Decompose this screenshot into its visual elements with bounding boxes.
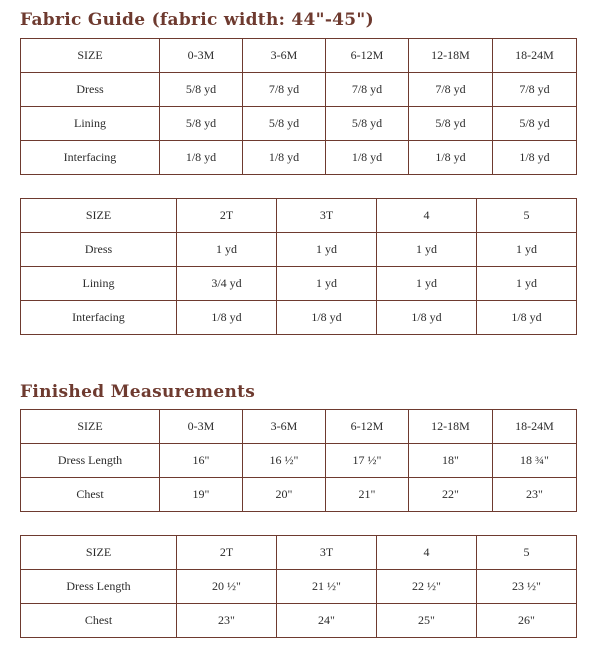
table-cell: 1 yd <box>377 267 477 301</box>
table-row <box>21 444 577 478</box>
table-cell: 22 ½" <box>377 570 477 604</box>
table-cell: 1/8 yd <box>477 301 577 335</box>
table-cell: 21 ½" <box>277 570 377 604</box>
header-cell: 6-12M <box>326 39 409 73</box>
table-cell: 17 ½" <box>326 444 409 478</box>
table-row <box>21 141 577 175</box>
table-row <box>21 570 577 604</box>
table-cell: 1 yd <box>477 233 577 267</box>
table-row <box>21 233 577 267</box>
table-header-row <box>21 536 577 570</box>
header-cell: 2T <box>177 536 277 570</box>
table-row <box>21 267 577 301</box>
table-cell: 22" <box>409 478 493 512</box>
table-cell: 7/8 yd <box>409 73 493 107</box>
table-cell: 16" <box>160 444 243 478</box>
table-cell: 1/8 yd <box>160 141 243 175</box>
table-cell: 1/8 yd <box>277 301 377 335</box>
row-label: Chest <box>21 478 160 512</box>
table-cell: 1 yd <box>277 233 377 267</box>
header-cell: 4 <box>377 199 477 233</box>
header-cell: SIZE <box>21 199 177 233</box>
row-label: Interfacing <box>21 141 160 175</box>
header-cell: 12-18M <box>409 410 493 444</box>
table-cell: 7/8 yd <box>243 73 326 107</box>
table-row <box>21 107 577 141</box>
table-cell: 1 yd <box>377 233 477 267</box>
header-cell: 18-24M <box>493 410 577 444</box>
row-label: Interfacing <box>21 301 177 335</box>
header-cell: 4 <box>377 536 477 570</box>
table-cell: 25" <box>377 604 477 638</box>
table-cell: 18 ¾" <box>493 444 577 478</box>
table-row <box>21 478 577 512</box>
header-cell: 0-3M <box>160 410 243 444</box>
table-cell: 1/8 yd <box>377 301 477 335</box>
row-label: Chest <box>21 604 177 638</box>
header-cell: SIZE <box>21 536 177 570</box>
fabric-guide-title: Fabric Guide (fabric width: 44"-45") <box>20 10 374 30</box>
table-cell: 16 ½" <box>243 444 326 478</box>
header-cell: 3T <box>277 199 377 233</box>
table-cell: 26" <box>477 604 577 638</box>
table-cell: 1 yd <box>277 267 377 301</box>
header-cell: 2T <box>177 199 277 233</box>
header-cell: 3-6M <box>243 39 326 73</box>
table-header-row <box>21 410 577 444</box>
table-cell: 23" <box>177 604 277 638</box>
table-cell: 24" <box>277 604 377 638</box>
table-row <box>21 73 577 107</box>
table-cell: 21" <box>326 478 409 512</box>
finished-measurements-title: Finished Measurements <box>20 382 256 402</box>
header-cell: 3T <box>277 536 377 570</box>
table-cell: 1 yd <box>477 267 577 301</box>
table-cell: 7/8 yd <box>493 73 577 107</box>
row-label: Lining <box>21 267 177 301</box>
measurements-table-toddler <box>20 535 577 638</box>
header-cell: 3-6M <box>243 410 326 444</box>
table-row <box>21 301 577 335</box>
table-row <box>21 604 577 638</box>
header-cell: 6-12M <box>326 410 409 444</box>
header-cell: SIZE <box>21 39 160 73</box>
table-cell: 5/8 yd <box>243 107 326 141</box>
table-cell: 20 ½" <box>177 570 277 604</box>
table-cell: 5/8 yd <box>493 107 577 141</box>
row-label: Dress <box>21 73 160 107</box>
table-cell: 23" <box>493 478 577 512</box>
header-cell: SIZE <box>21 410 160 444</box>
table-header-row <box>21 199 577 233</box>
measurements-table-baby <box>20 409 577 512</box>
table-cell: 19" <box>160 478 243 512</box>
table-cell: 18" <box>409 444 493 478</box>
table-cell: 7/8 yd <box>326 73 409 107</box>
table-cell: 1/8 yd <box>177 301 277 335</box>
header-cell: 0-3M <box>160 39 243 73</box>
table-cell: 5/8 yd <box>326 107 409 141</box>
table-cell: 1/8 yd <box>409 141 493 175</box>
row-label: Dress <box>21 233 177 267</box>
table-cell: 1 yd <box>177 233 277 267</box>
table-cell: 5/8 yd <box>409 107 493 141</box>
row-label: Dress Length <box>21 444 160 478</box>
table-cell: 20" <box>243 478 326 512</box>
fabric-guide-table-baby <box>20 38 577 175</box>
table-cell: 1/8 yd <box>243 141 326 175</box>
table-header-row <box>21 39 577 73</box>
row-label: Lining <box>21 107 160 141</box>
table-cell: 23 ½" <box>477 570 577 604</box>
table-cell: 1/8 yd <box>326 141 409 175</box>
table-cell: 5/8 yd <box>160 107 243 141</box>
row-label: Dress Length <box>21 570 177 604</box>
table-cell: 5/8 yd <box>160 73 243 107</box>
header-cell: 18-24M <box>493 39 577 73</box>
fabric-guide-table-toddler <box>20 198 577 335</box>
header-cell: 5 <box>477 536 577 570</box>
table-cell: 3/4 yd <box>177 267 277 301</box>
table-cell: 1/8 yd <box>493 141 577 175</box>
header-cell: 12-18M <box>409 39 493 73</box>
header-cell: 5 <box>477 199 577 233</box>
